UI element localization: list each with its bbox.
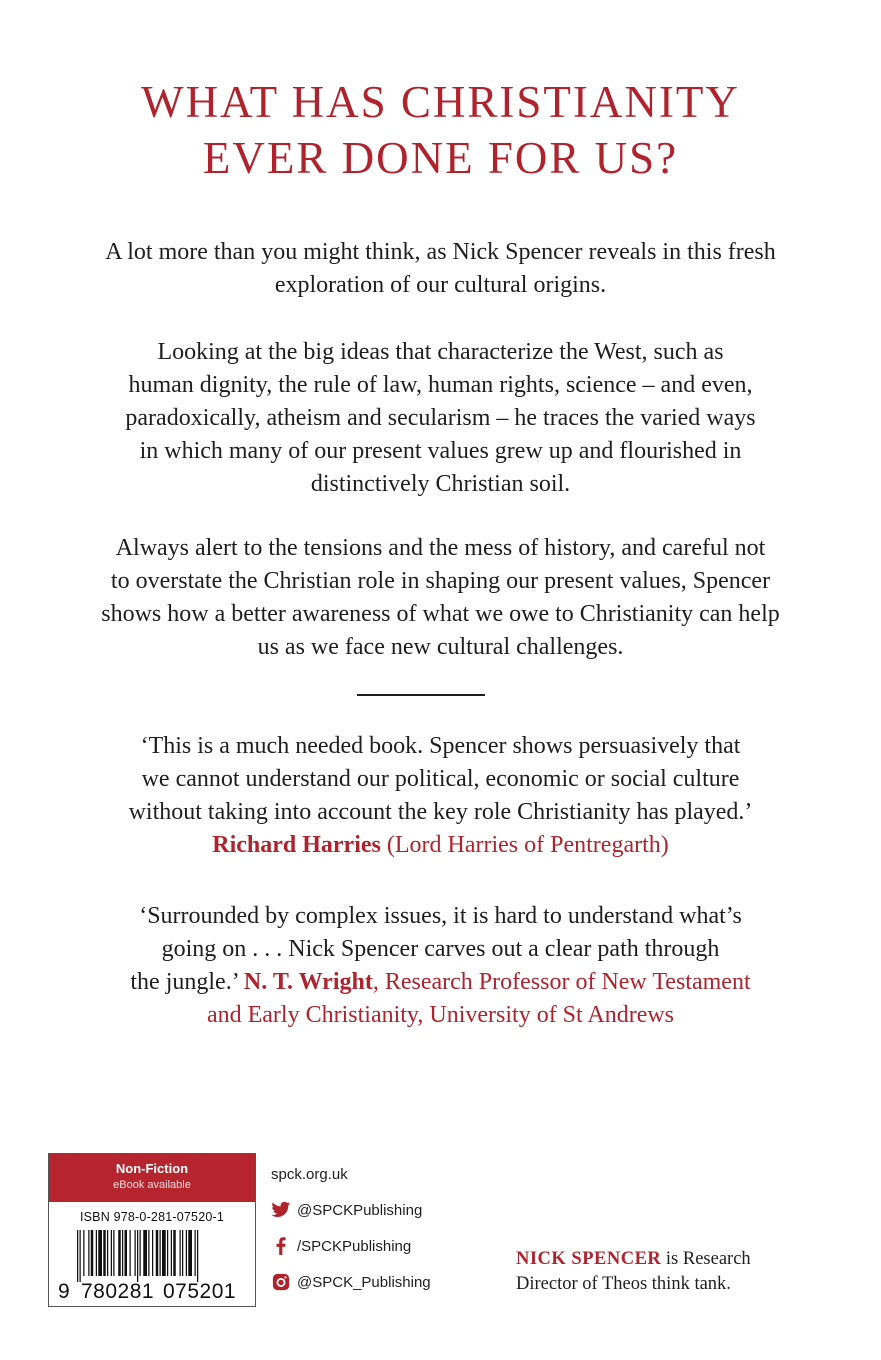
barcode-bar — [188, 1230, 192, 1276]
barcode-bar — [125, 1230, 128, 1276]
barcode-bar — [197, 1230, 198, 1282]
barcode-bar — [80, 1230, 81, 1282]
text-line: in which many of our present values grew up and flourished in — [139, 438, 742, 464]
text-line: shows how a better awareness of what we owe to Christianity can help — [101, 601, 780, 627]
barcode-bar — [180, 1230, 181, 1276]
barcode-bar — [98, 1230, 102, 1276]
facebook-handle[interactable]: /SPCKPublishing — [297, 1237, 412, 1255]
quote-author-title: , Research Professor of New Testament — [372, 969, 751, 995]
author-name: NICK SPENCER — [516, 1249, 662, 1269]
text-line: exploration of our cultural origins. — [274, 272, 607, 298]
text-line: we cannot understand our political, economic or social culture — [141, 766, 740, 792]
barcode-bars — [77, 1230, 249, 1282]
text-line: human dignity, the rule of law, human rights, science – and even, — [128, 372, 753, 398]
blurb-paragraph-3 — [50, 532, 831, 664]
text-line: Always alert to the tensions and the mess of history, and careful not — [115, 535, 766, 561]
barcode-bar — [113, 1230, 114, 1276]
quote-text-end: the jungle.’ — [130, 969, 238, 995]
barcode-bar — [107, 1230, 108, 1276]
divider — [357, 694, 485, 696]
twitter-icon — [271, 1201, 291, 1219]
publisher-website[interactable] — [271, 1166, 348, 1183]
category-banner — [49, 1154, 255, 1202]
text-line: paradoxically, atheism and secularism – he traces the varied ways — [125, 405, 756, 431]
category-label: Non-Fiction — [115, 1161, 189, 1176]
barcode-bar — [171, 1230, 172, 1276]
text-line: us as we face new cultural challenges. — [257, 634, 624, 660]
text-line: ‘This is a much needed book. Spencer shows persuasively that — [140, 733, 741, 759]
barcode-bar — [137, 1230, 138, 1282]
author-bio — [516, 1247, 816, 1297]
blurb-paragraph-2 — [50, 336, 831, 501]
isbn-text: ISBN 978-0-281-07520-1 — [79, 1210, 225, 1224]
barcode-bar — [156, 1230, 159, 1276]
barcode-group-1: 780281 — [81, 1280, 155, 1303]
facebook-icon — [271, 1237, 291, 1255]
barcode-bar — [122, 1230, 123, 1276]
barcode-bar — [152, 1230, 153, 1276]
facebook-link[interactable] — [271, 1237, 411, 1255]
barcode-bar — [96, 1230, 97, 1276]
endorsement-quote-2 — [50, 900, 831, 1032]
barcode-bar — [140, 1230, 141, 1276]
instagram-icon — [271, 1273, 291, 1291]
text-line: ‘Surrounded by complex issues, it is hard to understand what’s — [139, 903, 742, 929]
text-line: Looking at the big ideas that characterize the West, such as — [157, 339, 724, 365]
barcode-bar — [111, 1230, 112, 1276]
barcode-bar — [182, 1230, 183, 1276]
bio-line-2: Director of Theos think tank. — [516, 1274, 731, 1294]
blurb-paragraph-1 — [50, 236, 831, 302]
bio-text-1: is Research — [661, 1249, 751, 1269]
barcode-bar — [160, 1230, 161, 1276]
text-line: distinctively Christian soil. — [310, 471, 571, 497]
book-title — [0, 74, 881, 186]
twitter-link[interactable] — [271, 1201, 422, 1219]
text-line: going on . . . Nick Spencer carves out a clear path through — [161, 936, 720, 962]
quote-attribution — [50, 829, 831, 862]
quote-author-title: (Lord Harries of Pentregarth) — [386, 832, 669, 858]
title-line-2: EVER DONE FOR US? — [202, 133, 679, 183]
website-link[interactable]: spck.org.uk — [271, 1166, 348, 1183]
barcode-lead-digit: 9 — [58, 1280, 71, 1303]
endorsement-quote-1 — [50, 730, 831, 862]
barcode-bar — [91, 1230, 94, 1276]
barcode-bar — [88, 1230, 89, 1276]
bio-line-1 — [516, 1247, 816, 1272]
quote-author: N. T. Wright — [243, 969, 373, 995]
quote-author-title-cont: and Early Christianity, University of St Andrews — [206, 1002, 675, 1028]
barcode-bar — [167, 1230, 168, 1276]
text-line: A lot more than you might think, as Nick Spencer reveals in this fresh — [105, 239, 776, 265]
barcode-panel — [48, 1153, 256, 1307]
barcode-bar — [118, 1230, 121, 1276]
text-line: to overstate the Christian role in shaping our present values, Spencer — [110, 568, 771, 594]
barcode-bar — [135, 1230, 136, 1276]
barcode-bar — [186, 1230, 187, 1276]
barcode-bar — [162, 1230, 166, 1276]
text-line — [50, 966, 831, 999]
quote-author: Richard Harries — [212, 832, 381, 858]
barcode-bar — [195, 1230, 196, 1276]
twitter-handle[interactable]: @SPCKPublishing — [297, 1201, 423, 1219]
barcode-bar — [173, 1230, 176, 1276]
barcode-bar — [148, 1230, 149, 1276]
barcode-bar — [83, 1230, 84, 1276]
barcode-group-2: 075201 — [163, 1280, 237, 1303]
barcode-bar — [103, 1230, 106, 1276]
instagram-handle[interactable]: @SPCK_Publishing — [297, 1273, 431, 1291]
barcode-bar — [143, 1230, 147, 1276]
title-line-1: WHAT HAS CHRISTIANITY — [141, 77, 740, 127]
ebook-note: eBook available — [113, 1179, 191, 1191]
barcode-bar — [77, 1230, 78, 1282]
text-line: without taking into account the key role Christianity has played.’ — [128, 799, 753, 825]
barcode-bar — [130, 1230, 131, 1276]
instagram-link[interactable] — [271, 1273, 431, 1291]
